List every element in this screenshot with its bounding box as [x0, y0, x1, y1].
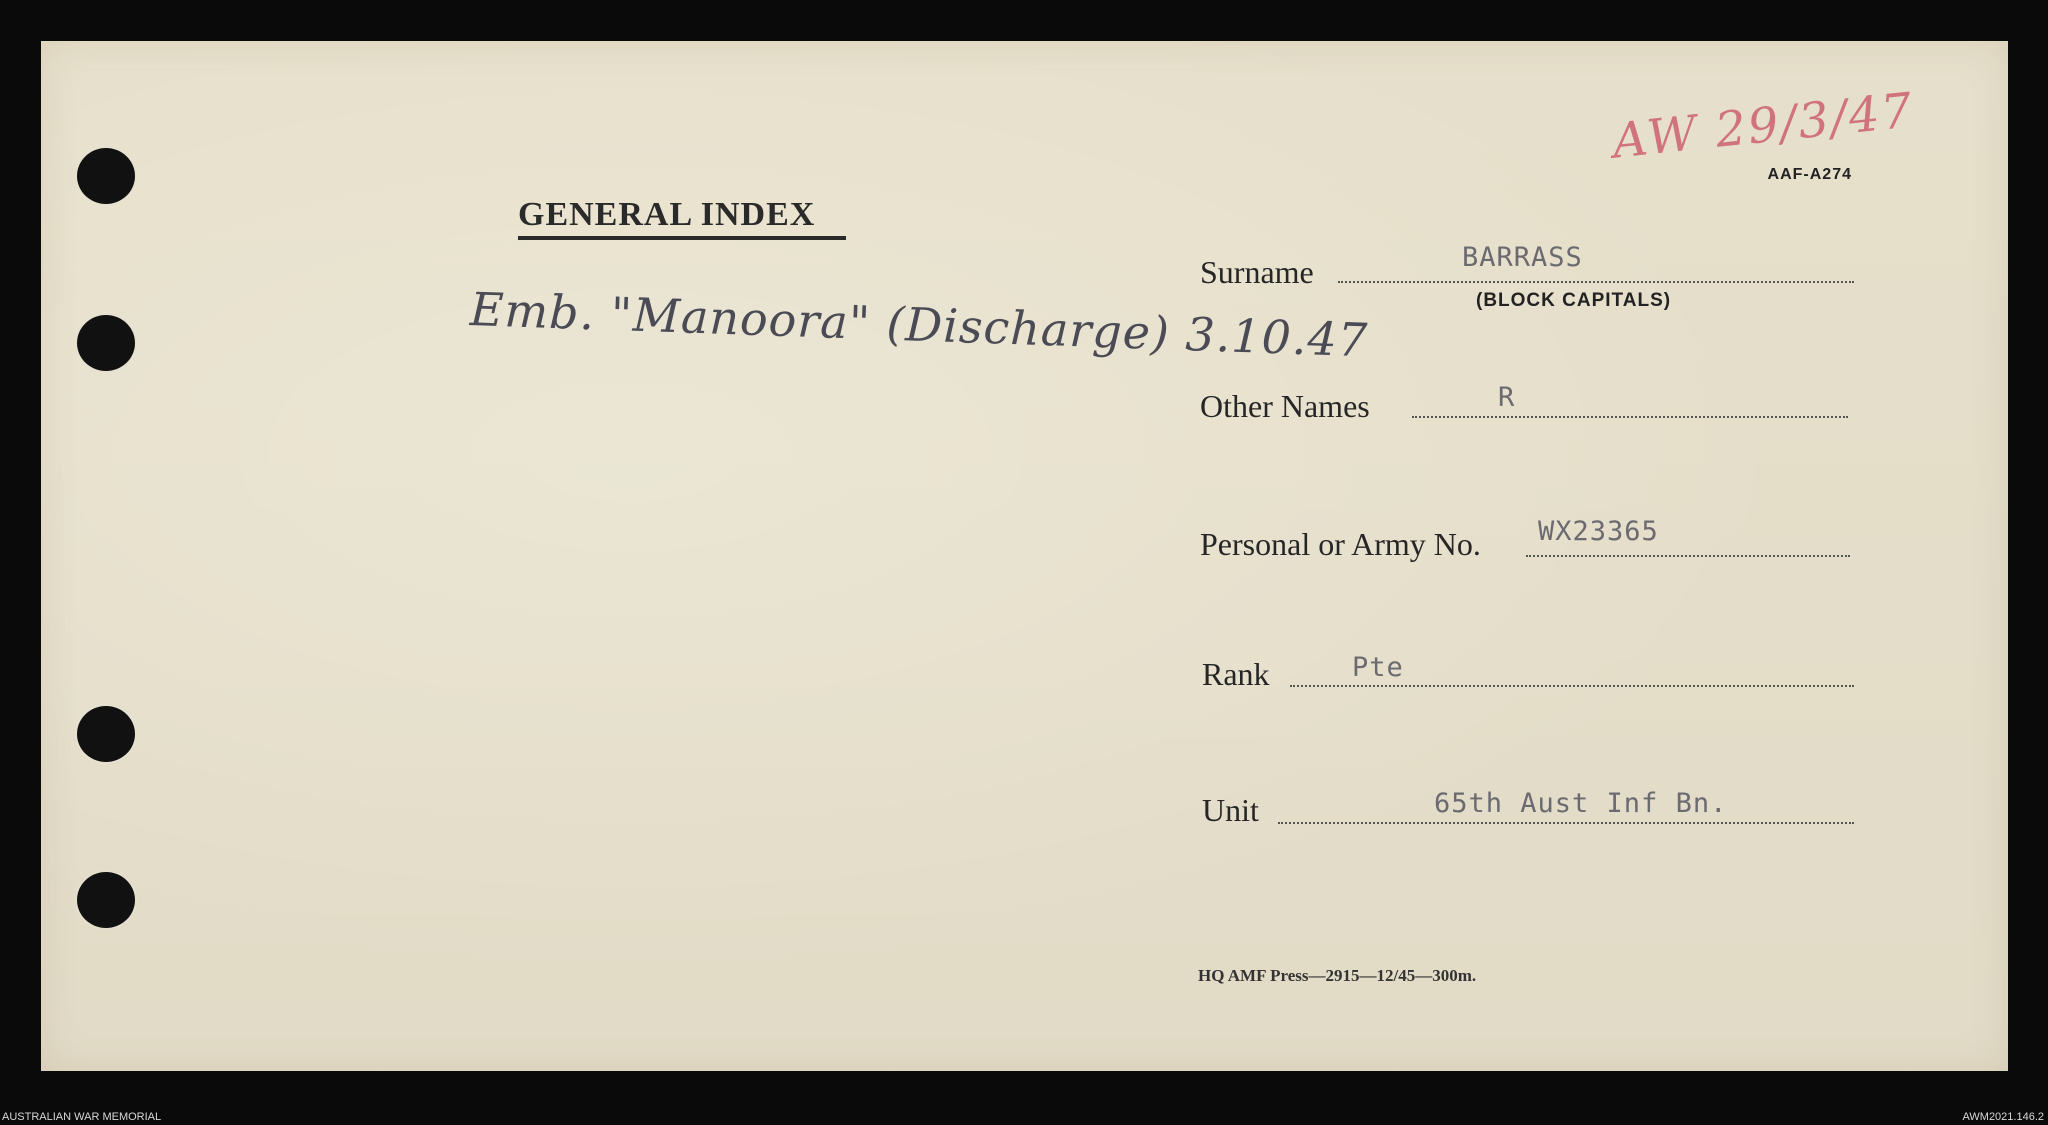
- rank-dotted-line: [1290, 685, 1854, 687]
- footer-accession-number: AWM2021.146.2: [1962, 1111, 2044, 1123]
- punch-hole: [77, 706, 135, 762]
- army-no-dotted-line: [1526, 555, 1850, 557]
- block-capitals-note: (BLOCK CAPITALS): [1476, 290, 1672, 311]
- other-names-dotted-line: [1412, 416, 1848, 418]
- red-annotation: AW 29/3/47: [1609, 82, 1917, 170]
- footer-institution: AUSTRALIAN WAR MEMORIAL: [2, 1111, 162, 1123]
- punch-hole: [77, 872, 135, 928]
- punch-hole: [77, 315, 135, 371]
- army-no-value: WX23365: [1538, 516, 1659, 547]
- unit-label: Unit: [1202, 792, 1259, 828]
- handwritten-note: Emb. "Manoora" (Discharge) 3.10.47: [469, 282, 1369, 368]
- other-names-value: R: [1498, 382, 1516, 413]
- unit-dotted-line: [1278, 822, 1854, 824]
- unit-value: 65th Aust Inf Bn.: [1434, 788, 1728, 819]
- rank-value: Pte: [1352, 652, 1404, 683]
- punch-hole: [77, 148, 135, 204]
- army-no-label: Personal or Army No.: [1200, 526, 1481, 562]
- form-code: AAF-A274: [1767, 166, 1852, 183]
- printer-imprint: HQ AMF Press—2915—12/45—300m.: [1198, 966, 1477, 985]
- rank-label: Rank: [1202, 656, 1270, 692]
- surname-value: BARRASS: [1462, 242, 1583, 273]
- card-title: GENERAL INDEX: [518, 196, 816, 233]
- other-names-label: Other Names: [1200, 388, 1370, 424]
- surname-label: Surname: [1200, 254, 1314, 290]
- title-underline: [518, 236, 846, 240]
- surname-dotted-line: [1338, 281, 1854, 283]
